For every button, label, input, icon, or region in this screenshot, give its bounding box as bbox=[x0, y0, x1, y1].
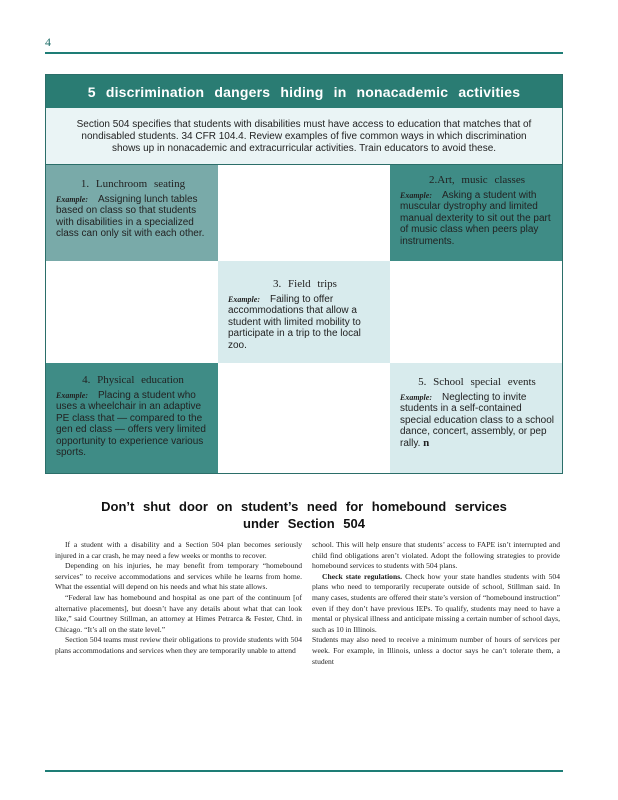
item-lunchroom-seating bbox=[46, 165, 218, 261]
paragraph bbox=[312, 572, 560, 636]
item-title: 3. Field trips bbox=[273, 278, 337, 290]
article-title bbox=[45, 498, 563, 532]
paragraph: Section 504 teams must review their obligations to provide students with 504 plans accommodations and services when they are temporarily unable to attend bbox=[55, 635, 302, 655]
item-title: 2.Art, music classes bbox=[429, 174, 525, 186]
item-physical-education bbox=[46, 363, 218, 473]
strategy-text: Check how your state handles students with 504 plans who need to temporarily recuperate outside of school, Stillman said. In many cases, students are offered their state’s version of “homebound instruction” even if they don’t have previous IEPs. To qualify, students may need to have a mental or physical illness and anticipate missing a certain number of school days, such as 10 in Illinois. bbox=[312, 571, 560, 634]
paragraph: “Federal law has homebound and hospital as one part of the continuum [of alternative placements], but doesn’t have any details about what that can look like,” said Courtney Stillman, an attorney at Himes Petrarca & Fester, Chtd. in Chicago. “It’s all on the state level.” bbox=[55, 592, 302, 634]
example-label: Example: bbox=[56, 390, 88, 400]
item-title: 1. Lunchroom seating bbox=[80, 178, 186, 190]
empty-cell bbox=[46, 261, 218, 363]
paragraph: If a student with a disability and a Section 504 plan becomes seriously injured in a car crash, he may need a few weeks or months to recover. bbox=[55, 540, 302, 560]
item-field-trips bbox=[218, 261, 390, 363]
example-label: Example: bbox=[228, 294, 260, 304]
item-art-music bbox=[390, 165, 562, 261]
item-text: Placing a student who uses a wheelchair in an adaptive PE class that — compared to the gen ed class — offers very limited opportunity to experience various sports. bbox=[56, 389, 206, 458]
top-rule bbox=[45, 52, 563, 54]
empty-cell bbox=[390, 261, 562, 363]
bottom-rule bbox=[45, 770, 563, 772]
item-text: Failing to offer accommodations that allow a student with limited mobility to participate in a trip to the local zoo. bbox=[228, 293, 361, 351]
paragraph: Depending on his injuries, he may benefit from temporary “homebound services” to receive accommodations and services while he learns from home. What the essential will depend on his needs and what his state allows. bbox=[55, 561, 302, 592]
item-text: Assigning lunch tables based on class so that students with disabilities in a specialized class can only sit with each other. bbox=[56, 193, 205, 239]
article-left-column bbox=[55, 540, 302, 657]
end-mark: n bbox=[423, 436, 430, 449]
empty-cell bbox=[218, 363, 390, 473]
example-label: Example: bbox=[400, 190, 432, 200]
empty-cell bbox=[218, 165, 390, 261]
item-title: 5. School special events bbox=[418, 376, 536, 388]
item-text: Neglecting to invite students in a self-contained special education class to a school dance, concert, assembly, or pep rally. bbox=[400, 391, 554, 449]
strategy-heading: Check state regulations. bbox=[322, 571, 403, 581]
example-label: Example: bbox=[56, 194, 88, 204]
item-text: Asking a student with muscular dystrophy and limited manual dexterity to sit out the part of music class when peers play instruments. bbox=[400, 189, 551, 247]
page-number: 4 bbox=[45, 35, 51, 49]
article-title-line2: under Section 504 bbox=[243, 516, 365, 531]
panel-intro: Section 504 specifies that students with disabilities must have access to education that matches that of nondisabled students. 34 CFR 104.4. Review examples of five common ways in which discrimination shows up in nonacademic and extracurricular activities. Train educators to avoid these. bbox=[46, 108, 562, 165]
item-title: 4. Physical education bbox=[82, 374, 184, 386]
example-label: Example: bbox=[400, 392, 432, 402]
item-school-events bbox=[390, 363, 562, 473]
paragraph: Students may also need to receive a minimum number of hours of services per week. For example, in Illinois, unless a doctor says he can’t tolerate them, a student bbox=[312, 635, 560, 666]
paragraph: school. This will help ensure that students’ access to FAPE isn’t interrupted and child find obligations aren’t violated. Adopt the following strategies to provide homebound services to students with 504 plans. bbox=[312, 540, 560, 571]
article-title-line1: Don’t shut door on student’s need for homebound services bbox=[101, 499, 507, 514]
article-right-column bbox=[312, 540, 560, 667]
panel-title: 5 discrimination dangers hiding in nonacademic activities bbox=[46, 75, 562, 108]
